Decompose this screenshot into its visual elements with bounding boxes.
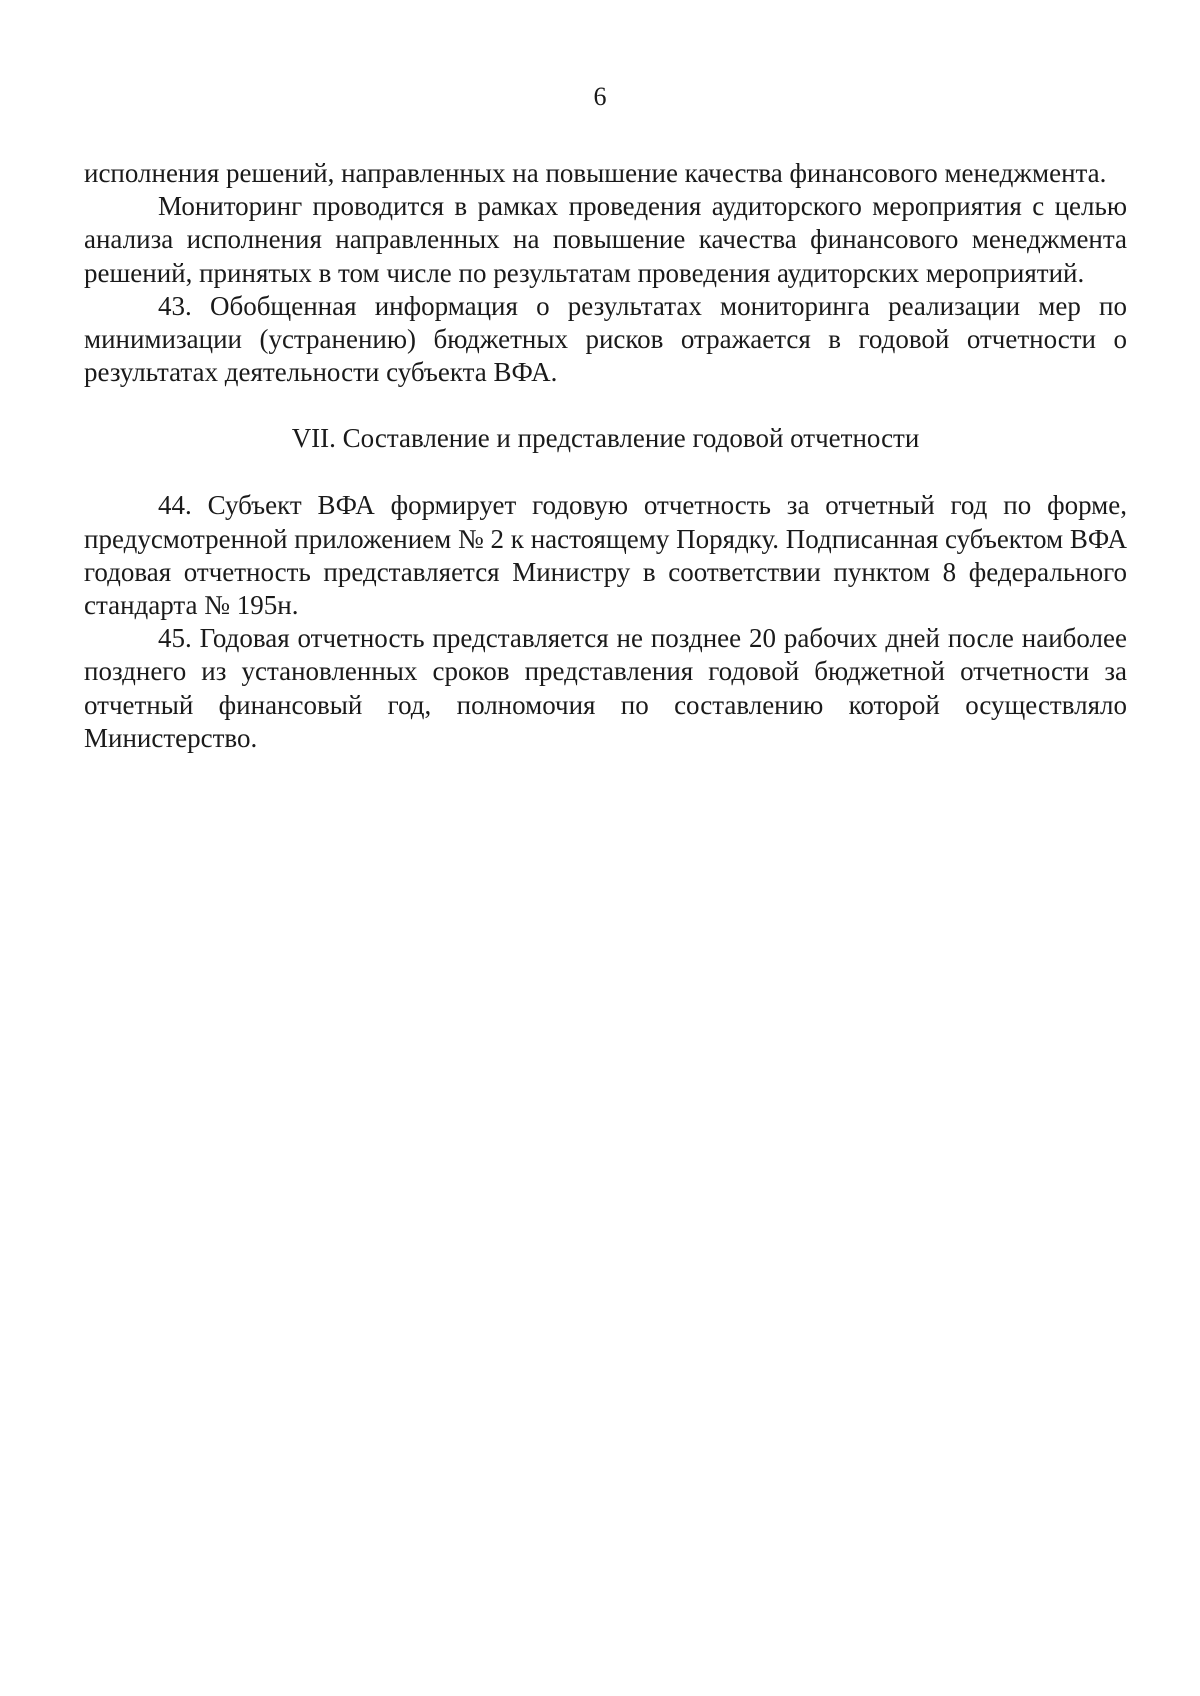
- paragraph-continuation: исполнения решений, направленных на повышение качества финансового менеджмента.: [84, 158, 1107, 188]
- section-heading: VII. Составление и представление годовой отчетности: [291, 423, 920, 454]
- paragraph-monitoring: Мониторинг проводится в рамках проведения аудиторского мероприятия с целью анализа исполнения направленных на повышение качества финансового менеджмента решений, принятых в том числе по результатам проведения аудиторских мероприятий.: [84, 191, 1127, 288]
- paragraph-44: 44. Субъект ВФА формирует годовую отчетность за отчетный год по форме, предусмотренной приложением № 2 к настоящему Порядку. Подписанная субъектом ВФА годовая отчетность представляется Министру в соответствии пунктом 8 федерального стандарта № 195н.: [84, 490, 1127, 621]
- paragraph-43: 43. Обобщенная информация о результатах мониторинга реализации мер по минимизации (устранению) бюджетных рисков отражается в годовой отчетности о результатах деятельности субъекта ВФА.: [84, 290, 1127, 388]
- paragraph-45: 45. Годовая отчетность представляется не позднее 20 рабочих дней после наиболее позднего из установленных сроков представления годовой бюджетной отчетности за отчетный финансовый год, полномочия по составлению которой осуществляло Министерство.: [84, 623, 1127, 753]
- document-body: [84, 157, 1127, 755]
- page-number: 6: [593, 82, 607, 111]
